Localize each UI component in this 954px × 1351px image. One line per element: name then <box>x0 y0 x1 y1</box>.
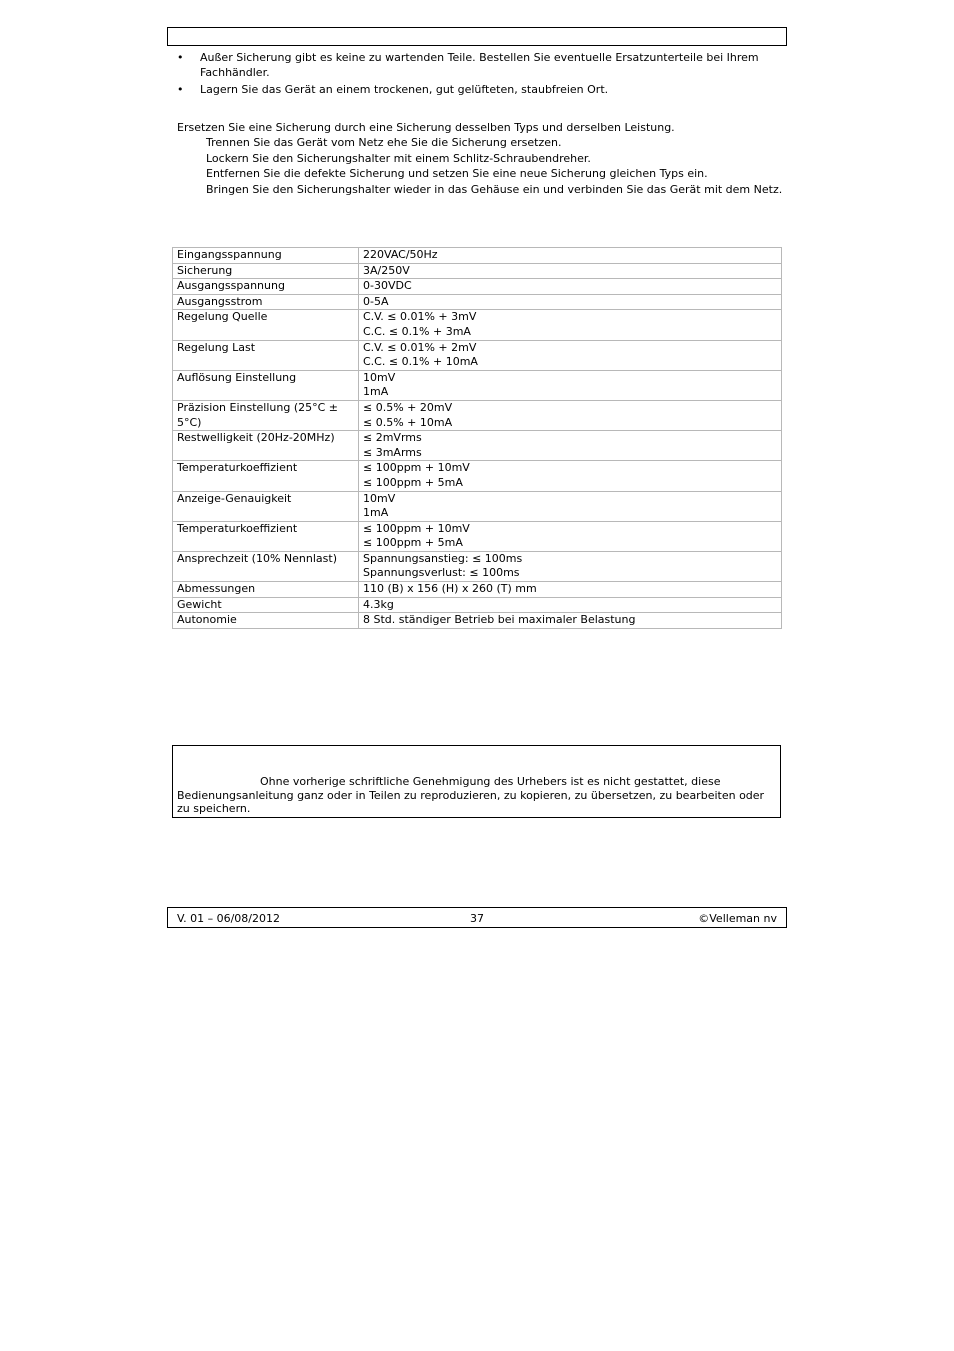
spec-value-line: C.C. ≤ 0.1% + 3mA <box>363 324 471 338</box>
spec-label: Gewicht <box>173 597 359 613</box>
spec-value <box>359 613 782 629</box>
bullet-dot-icon: • <box>177 51 184 64</box>
copyright-notice: Ohne vorherige schriftliche Genehmigung des Urhebers ist es nicht gestattet, diese Bedienungsanleitung ganz oder in Teilen zu reproduzieren, zu kopieren, zu übersetzen, zu bearbeiten oder zu speichern. <box>177 775 765 815</box>
spec-value <box>359 370 782 400</box>
fuse-intro: Ersetzen Sie eine Sicherung durch eine Sicherung desselben Typs und derselben Leistung. <box>177 121 675 134</box>
spec-value-line: ≤ 100ppm + 10mV <box>363 461 470 475</box>
fuse-step: Lockern Sie den Sicherungshalter mit einem Schlitz-Schraubendreher. <box>206 151 591 165</box>
spec-value-line: 4.3kg <box>363 597 394 611</box>
spec-value-line: ≤ 0.5% + 20mV <box>363 400 453 414</box>
table-row <box>173 279 782 295</box>
spec-value-line: ≤ 100ppm + 5mA <box>363 475 463 489</box>
spec-value-line: ≤ 0.5% + 10mA <box>363 415 453 429</box>
spec-label: Temperaturkoeffizient <box>173 461 359 491</box>
spec-value <box>359 597 782 613</box>
spec-value-line: 0-5A <box>363 294 389 308</box>
spec-value-line: ≤ 100ppm + 5mA <box>363 536 463 550</box>
footer-page-number: 37 <box>470 912 484 925</box>
table-row <box>173 491 782 521</box>
spec-label: Ausgangsspannung <box>173 279 359 295</box>
footer-company: ©Velleman nv <box>698 912 777 925</box>
table-row <box>173 310 782 340</box>
spec-value <box>359 491 782 521</box>
spec-label: Präzision Einstellung (25°C ± 5°C) <box>173 400 359 430</box>
table-row <box>173 400 782 430</box>
spec-value <box>359 294 782 310</box>
spec-value <box>359 431 782 461</box>
bullet-item <box>177 82 783 97</box>
spec-value-line: Spannungsverlust: ≤ 100ms <box>363 566 520 580</box>
spec-label: Temperaturkoeffizient <box>173 521 359 551</box>
table-row <box>173 521 782 551</box>
spec-label: Autonomie <box>173 613 359 629</box>
spec-value-line: 110 (B) x 156 (H) x 260 (T) mm <box>363 582 537 596</box>
fuse-step: Bringen Sie den Sicherungshalter wieder in das Gehäuse ein und verbinden Sie das Gerät mit dem Netz. <box>206 182 783 196</box>
spec-value-line: 1mA <box>363 385 389 399</box>
table-row <box>173 551 782 581</box>
spec-value <box>359 310 782 340</box>
spec-value-line: C.V. ≤ 0.01% + 3mV <box>363 310 477 324</box>
copyright-box <box>172 745 781 818</box>
spec-value-line: 0-30VDC <box>363 279 412 293</box>
spec-value-line: C.V. ≤ 0.01% + 2mV <box>363 340 477 354</box>
table-row <box>173 613 782 629</box>
spec-value-line: Spannungsanstieg: ≤ 100ms <box>363 551 523 565</box>
spec-label: Eingangsspannung <box>173 248 359 264</box>
bullet-text: Außer Sicherung gibt es keine zu wartenden Teile. Bestellen Sie eventuelle Ersatzunterteile bei Ihrem Fachhändler. <box>200 51 759 79</box>
spec-value <box>359 263 782 279</box>
fuse-step: Entfernen Sie die defekte Sicherung und setzen Sie eine neue Sicherung gleichen Typs ein. <box>206 167 708 180</box>
table-row <box>173 340 782 370</box>
spec-label: Ausgangsstrom <box>173 294 359 310</box>
page-footer <box>167 907 787 928</box>
bullet-text: Lagern Sie das Gerät an einem trockenen, gut gelüfteten, staubfreien Ort. <box>200 83 609 96</box>
spec-value <box>359 279 782 295</box>
spec-value <box>359 400 782 430</box>
spec-value-line: 10mV <box>363 370 396 384</box>
spec-value-line: C.C. ≤ 0.1% + 10mA <box>363 355 478 369</box>
spec-value-line: 8 Std. ständiger Betrieb bei maximaler Belastung <box>363 613 636 627</box>
table-row <box>173 597 782 613</box>
maintenance-bullet-list <box>177 50 783 99</box>
fuse-step: Trennen Sie das Gerät vom Netz ehe Sie die Sicherung ersetzen. <box>206 136 562 149</box>
spec-value-line: 220VAC/50Hz <box>363 248 438 261</box>
spec-value <box>359 248 782 264</box>
spec-value <box>359 340 782 370</box>
spec-value <box>359 521 782 551</box>
spec-label: Abmessungen <box>173 582 359 598</box>
table-row <box>173 582 782 598</box>
spec-value <box>359 582 782 598</box>
specifications-table <box>172 247 782 629</box>
spec-value-line: ≤ 2mVrms <box>363 431 422 445</box>
table-row <box>173 294 782 310</box>
spec-value-line: ≤ 100ppm + 10mV <box>363 521 470 535</box>
spec-label: Anzeige-Genauigkeit <box>173 491 359 521</box>
spec-label: Ansprechzeit (10% Nennlast) <box>173 551 359 581</box>
spec-value-line: 1mA <box>363 506 389 520</box>
header-box <box>167 27 787 46</box>
fuse-steps-list <box>206 135 783 197</box>
spec-label: Restwelligkeit (20Hz-20MHz) <box>173 431 359 461</box>
spec-value-line: 3A/250V <box>363 263 410 277</box>
table-row <box>173 248 782 264</box>
spec-value-line: ≤ 3mArms <box>363 445 422 459</box>
table-row <box>173 370 782 400</box>
table-row <box>173 263 782 279</box>
spec-value <box>359 461 782 491</box>
spec-value-line: 10mV <box>363 491 396 505</box>
bullet-item <box>177 50 783 80</box>
bullet-dot-icon: • <box>177 83 184 96</box>
table-row <box>173 461 782 491</box>
table-row <box>173 431 782 461</box>
spec-label: Auflösung Einstellung <box>173 370 359 400</box>
spec-value <box>359 551 782 581</box>
footer-version: V. 01 – 06/08/2012 <box>177 912 280 925</box>
spec-label: Regelung Last <box>173 340 359 370</box>
spec-label: Regelung Quelle <box>173 310 359 340</box>
spec-label: Sicherung <box>173 263 359 279</box>
